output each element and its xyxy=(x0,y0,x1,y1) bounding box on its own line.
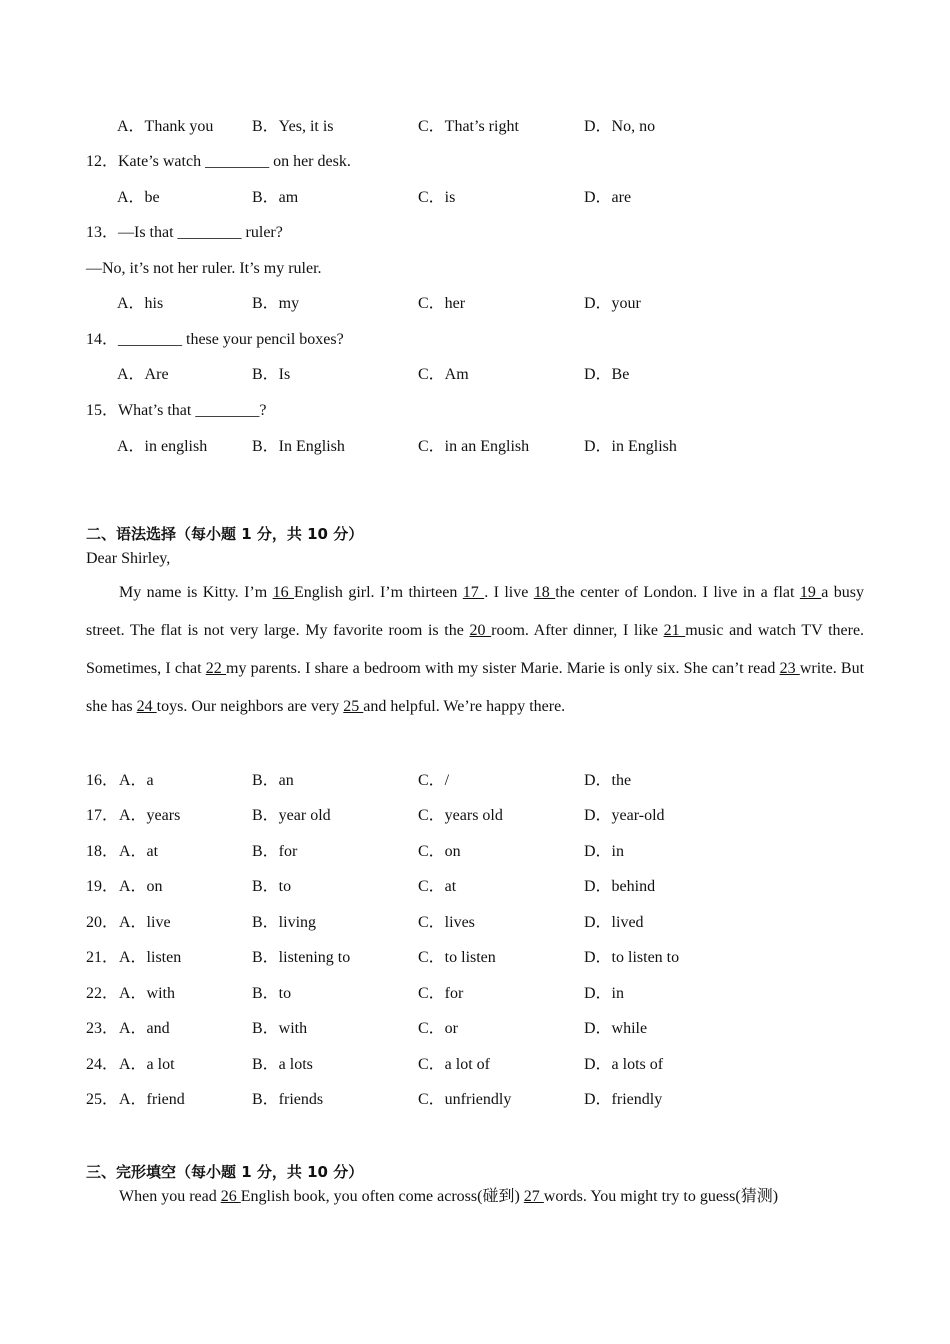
option-d: D．to listen to xyxy=(584,949,680,966)
blank-16: 16 xyxy=(272,584,295,601)
q13-stem: 13．—Is that ________ ruler? xyxy=(86,224,283,241)
question-number: 25． xyxy=(86,1091,119,1108)
blank-26: 26 xyxy=(220,1188,241,1205)
q12-stem: 12．Kate’s watch ________ on her desk. xyxy=(86,153,351,170)
passage-text: room. After dinner, I like xyxy=(491,622,664,639)
option-c: C．lives xyxy=(418,914,475,931)
passage-text: words. You might try to guess(猜测) xyxy=(543,1188,779,1205)
passage-text: a busy street. The flat is not very large. My favorite room is the xyxy=(86,584,865,639)
option-a: A．at xyxy=(119,843,159,860)
passage-text: toys. Our neighbors are very xyxy=(156,698,344,715)
q15-option-a: A．in english xyxy=(117,438,208,455)
question-number: 22． xyxy=(86,985,119,1002)
option-c: C．/ xyxy=(418,772,450,789)
option-b: B．to xyxy=(252,878,292,895)
blank-22: 22 xyxy=(205,660,226,677)
option-c: C．at xyxy=(418,878,457,895)
option-b: B．with xyxy=(252,1020,308,1037)
blank-27: 27 xyxy=(523,1188,544,1205)
blank-17: 17 xyxy=(462,584,485,601)
question-number: 17． xyxy=(86,807,119,824)
question-number: 21． xyxy=(86,949,119,966)
q14-option-b: B．Is xyxy=(252,366,291,383)
q15-option-c: C．in an English xyxy=(418,438,530,455)
q14-stem: 14．________ these your pencil boxes? xyxy=(86,331,344,348)
blank-18: 18 xyxy=(533,584,556,601)
option-b: B．for xyxy=(252,843,298,860)
option-a: A．a lot xyxy=(119,1056,175,1073)
blank-19: 19 xyxy=(799,584,822,601)
q11-option-c: C．That’s right xyxy=(418,118,519,135)
option-a: A．on xyxy=(119,878,163,895)
blank-20: 20 xyxy=(469,622,492,639)
question-number: 20． xyxy=(86,914,119,931)
question-number: 16． xyxy=(86,772,119,789)
option-b: B．an xyxy=(252,772,294,789)
option-b: B．living xyxy=(252,914,317,931)
option-d: D．year-old xyxy=(584,807,665,824)
q13-option-b: B．my xyxy=(252,295,300,312)
option-c: C．years old xyxy=(418,807,503,824)
option-a: A．listen xyxy=(119,949,182,966)
section2-heading: 二、语法选择（每小题 1 分，共 10 分） xyxy=(86,525,364,543)
letter-greeting: Dear Shirley, xyxy=(86,550,171,567)
passage-text: . I live xyxy=(484,584,534,601)
option-b: B．listening to xyxy=(252,949,351,966)
q11-option-a: A．Thank you xyxy=(117,118,214,135)
blank-24: 24 xyxy=(136,698,157,715)
question-number: 23． xyxy=(86,1020,119,1037)
passage-text: my parents. I share a bedroom with my sister Marie. Marie is only six. She can’t read xyxy=(226,660,780,677)
option-d: D．while xyxy=(584,1020,648,1037)
q14-option-a: A．Are xyxy=(117,366,169,383)
option-d: D．behind xyxy=(584,878,656,895)
option-b: B．a lots xyxy=(252,1056,313,1073)
passage-text: music and watch TV there. Sometimes, I chat xyxy=(86,622,865,677)
q14-option-c: C．Am xyxy=(418,366,469,383)
option-c: C．to listen xyxy=(418,949,496,966)
option-d: D．lived xyxy=(584,914,644,931)
section3-passage xyxy=(86,1187,864,1207)
option-c: C．a lot of xyxy=(418,1056,490,1073)
q14-option-d: D．Be xyxy=(584,366,630,383)
q13-option-c: C．her xyxy=(418,295,466,312)
q12-option-b: B．am xyxy=(252,189,299,206)
option-a: A．a xyxy=(119,772,154,789)
option-a: A．friend xyxy=(119,1091,185,1108)
question-number: 18． xyxy=(86,843,119,860)
question-number: 19． xyxy=(86,878,119,895)
question-number: 24． xyxy=(86,1056,119,1073)
blank-23: 23 xyxy=(779,660,800,677)
passage-text: the center of London. I live in a flat xyxy=(555,584,800,601)
option-a: A．and xyxy=(119,1020,170,1037)
option-b: B．friends xyxy=(252,1091,324,1108)
passage-text: When you read xyxy=(119,1188,221,1205)
option-a: A．live xyxy=(119,914,171,931)
option-a: A．with xyxy=(119,985,176,1002)
option-b: B．year old xyxy=(252,807,331,824)
q15-option-b: B．In English xyxy=(252,438,345,455)
passage-text: and helpful. We’re happy there. xyxy=(363,698,566,715)
blank-21: 21 xyxy=(663,622,686,639)
passage-text: English book, you often come across(碰到) xyxy=(240,1188,524,1205)
section2-passage xyxy=(86,574,864,726)
option-c: C．on xyxy=(418,843,461,860)
blank-25: 25 xyxy=(343,698,364,715)
option-a: A．years xyxy=(119,807,181,824)
q12-option-d: D．are xyxy=(584,189,632,206)
q11-option-d: D．No, no xyxy=(584,118,656,135)
q13-stem-reply: —No, it’s not her ruler. It’s my ruler. xyxy=(86,260,322,277)
option-b: B．to xyxy=(252,985,292,1002)
option-c: C．for xyxy=(418,985,464,1002)
section3-heading: 三、完形填空（每小题 1 分，共 10 分） xyxy=(86,1163,364,1181)
q11-option-b: B．Yes, it is xyxy=(252,118,334,135)
option-d: D．in xyxy=(584,843,625,860)
option-d: D．a lots of xyxy=(584,1056,664,1073)
q12-option-a: A．be xyxy=(117,189,160,206)
option-c: C．or xyxy=(418,1020,459,1037)
q12-option-c: C．is xyxy=(418,189,456,206)
option-d: D．friendly xyxy=(584,1091,663,1108)
option-c: C．unfriendly xyxy=(418,1091,512,1108)
option-d: D．the xyxy=(584,772,632,789)
q15-stem: 15．What’s that ________? xyxy=(86,402,267,419)
passage-text: write. But she has xyxy=(86,660,865,715)
q15-option-d: D．in English xyxy=(584,438,677,455)
passage-text: English girl. I’m thirteen xyxy=(294,584,463,601)
q13-option-d: D．your xyxy=(584,295,641,312)
q13-option-a: A．his xyxy=(117,295,164,312)
option-d: D．in xyxy=(584,985,625,1002)
passage-text: My name is Kitty. I’m xyxy=(119,584,273,601)
